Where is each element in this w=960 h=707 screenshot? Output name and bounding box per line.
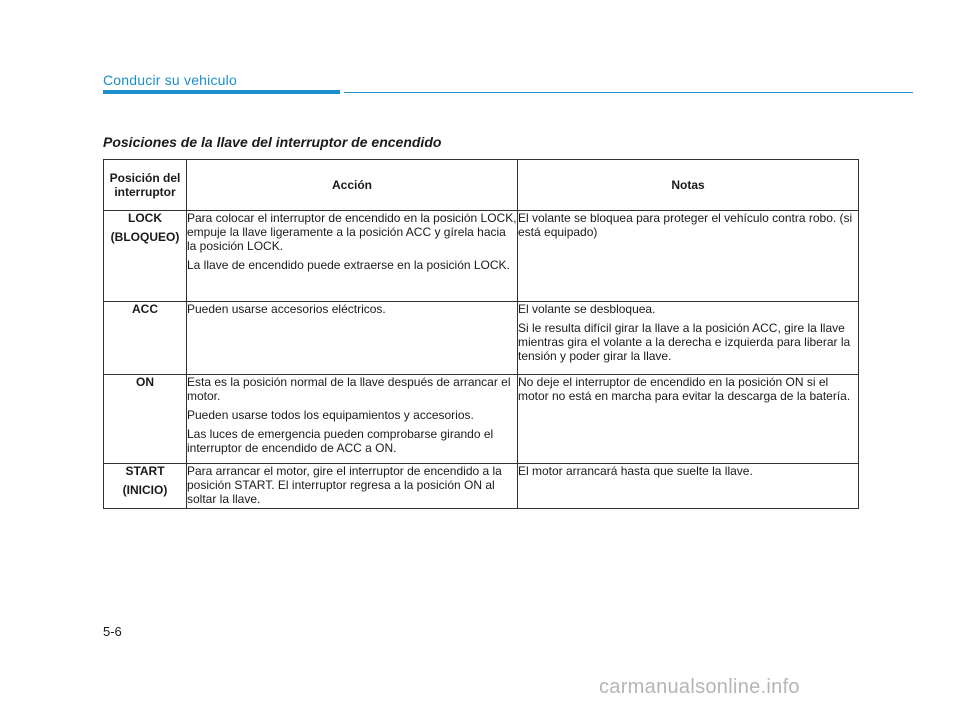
header-rule-thick	[103, 90, 340, 94]
action-text: Pueden usarse accesorios eléctricos.	[187, 302, 386, 316]
watermark: carmanualsonline.info	[599, 676, 800, 698]
notes-cell	[518, 211, 859, 302]
table-row	[104, 375, 859, 464]
position-cell	[104, 302, 187, 375]
ignition-positions-table	[103, 159, 859, 509]
action-text: La llave de encendido puede extraerse en la posición LOCK.	[187, 258, 510, 272]
notes-cell	[518, 464, 859, 509]
action-text: Para arrancar el motor, gire el interruptor de encendido a la posición START. El interruptor regresa a la posición ON al soltar la llave.	[187, 464, 502, 506]
header-notes: Notas	[518, 160, 859, 211]
notes-cell	[518, 302, 859, 375]
action-cell	[187, 375, 518, 464]
notes-text: El volante se desbloquea.	[518, 302, 656, 316]
position-label: ON	[136, 375, 154, 389]
action-cell	[187, 302, 518, 375]
action-text: Las luces de emergencia pueden comprobarse girando el interruptor de encendido de ACC a ON.	[187, 427, 494, 455]
table-row	[104, 302, 859, 375]
position-label: START	[125, 464, 165, 478]
action-text: Esta es la posición normal de la llave después de arrancar el motor.	[187, 375, 511, 403]
notes-text: El motor arrancará hasta que suelte la llave.	[518, 464, 753, 478]
position-sublabel: (INICIO)	[122, 483, 168, 497]
table-header-row	[104, 160, 859, 211]
notes-cell	[518, 375, 859, 464]
action-text: Para colocar el interruptor de encendido en la posición LOCK, empuje la llave ligeramente a la posición ACC y gírela hacia la posición LOCK.	[187, 211, 517, 253]
page-number: 5-6	[103, 624, 122, 639]
table-row	[104, 211, 859, 302]
position-label: ACC	[132, 302, 158, 316]
action-cell	[187, 464, 518, 509]
position-cell	[104, 211, 187, 302]
header-rule-thin	[344, 92, 913, 93]
notes-text: Si le resulta difícil girar la llave a la posición ACC, gire la llave mientras gira el volante a la derecha e izquierda para liberar la tensión y poder girar la llave.	[518, 321, 851, 363]
position-cell	[104, 375, 187, 464]
notes-text: El volante se bloquea para proteger el vehículo contra robo. (si está equipado)	[518, 211, 853, 239]
position-cell	[104, 464, 187, 509]
action-cell	[187, 211, 518, 302]
header-action: Acción	[187, 160, 518, 211]
notes-text: No deje el interruptor de encendido en la posición ON si el motor no está en marcha para evitar la descarga de la batería.	[518, 375, 851, 403]
action-text: Pueden usarse todos los equipamientos y accesorios.	[187, 408, 474, 422]
table-row	[104, 464, 859, 509]
position-label: LOCK	[128, 211, 162, 225]
section-header: Conducir su vehiculo	[103, 72, 237, 88]
position-sublabel: (BLOQUEO)	[110, 230, 180, 244]
page-title: Posiciones de la llave del interruptor de encendido	[103, 134, 442, 150]
header-position: Posición del interruptor	[104, 160, 187, 211]
